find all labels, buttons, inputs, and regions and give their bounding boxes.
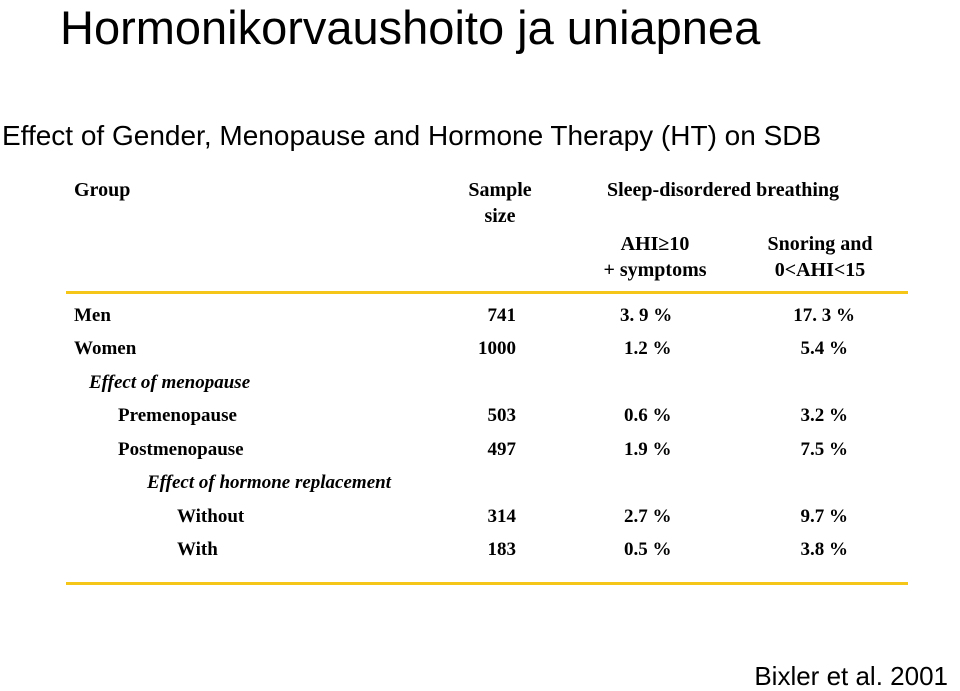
header-snoring-line1: Snoring and	[767, 233, 873, 255]
header-sample-line1: Sample	[468, 179, 532, 201]
row-group-label: Premenopause	[118, 405, 237, 426]
header-group: Group	[74, 179, 131, 201]
row-ahi-value: 1.9 %	[624, 439, 672, 460]
slide-title: Hormonikorvaushoito ja uniapnea	[60, 1, 761, 54]
row-ahi-value: 1.2 %	[624, 338, 672, 359]
row-ahi-value: 3. 9 %	[620, 305, 673, 326]
section-label-menopause: Effect of menopause	[89, 372, 251, 393]
header-sdb: Sleep-disordered breathing	[607, 179, 840, 201]
header-snoring-line2: 0<AHI<15	[774, 259, 866, 281]
row-snoring-value: 7.5 %	[800, 439, 848, 460]
row-ahi-value: 2.7 %	[624, 506, 672, 527]
row-sample-size: 183	[487, 539, 516, 560]
table-top-rule	[66, 291, 908, 294]
row-group-label: Women	[74, 338, 137, 359]
row-snoring-value: 3.2 %	[800, 405, 848, 426]
row-ahi-value: 0.6 %	[624, 405, 672, 426]
row-ahi-value: 0.5 %	[624, 539, 672, 560]
slide-subtitle: Effect of Gender, Menopause and Hormone Therapy (HT) on SDB	[2, 120, 822, 151]
row-sample-size: 503	[487, 405, 516, 426]
header-ahi-line1: AHI≥10	[620, 233, 690, 255]
row-sample-size: 1000	[478, 338, 516, 359]
header-sample-line2: size	[484, 205, 516, 227]
row-snoring-value: 5.4 %	[800, 338, 848, 359]
citation: Bixler et al. 2001	[754, 661, 948, 691]
row-sample-size: 314	[487, 506, 516, 527]
row-sample-size: 741	[487, 305, 516, 326]
section-label-hormone-replacement: Effect of hormone replacement	[147, 472, 391, 493]
row-snoring-value: 9.7 %	[800, 506, 848, 527]
row-sample-size: 497	[487, 439, 516, 460]
row-group-label: With	[177, 539, 218, 560]
row-group-label: Postmenopause	[118, 439, 244, 460]
row-group-label: Without	[177, 506, 245, 527]
header-ahi-line2: + symptoms	[603, 259, 707, 281]
table-bottom-rule	[66, 582, 908, 585]
row-snoring-value: 3.8 %	[800, 539, 848, 560]
row-snoring-value: 17. 3 %	[793, 305, 855, 326]
row-group-label: Men	[74, 305, 111, 326]
